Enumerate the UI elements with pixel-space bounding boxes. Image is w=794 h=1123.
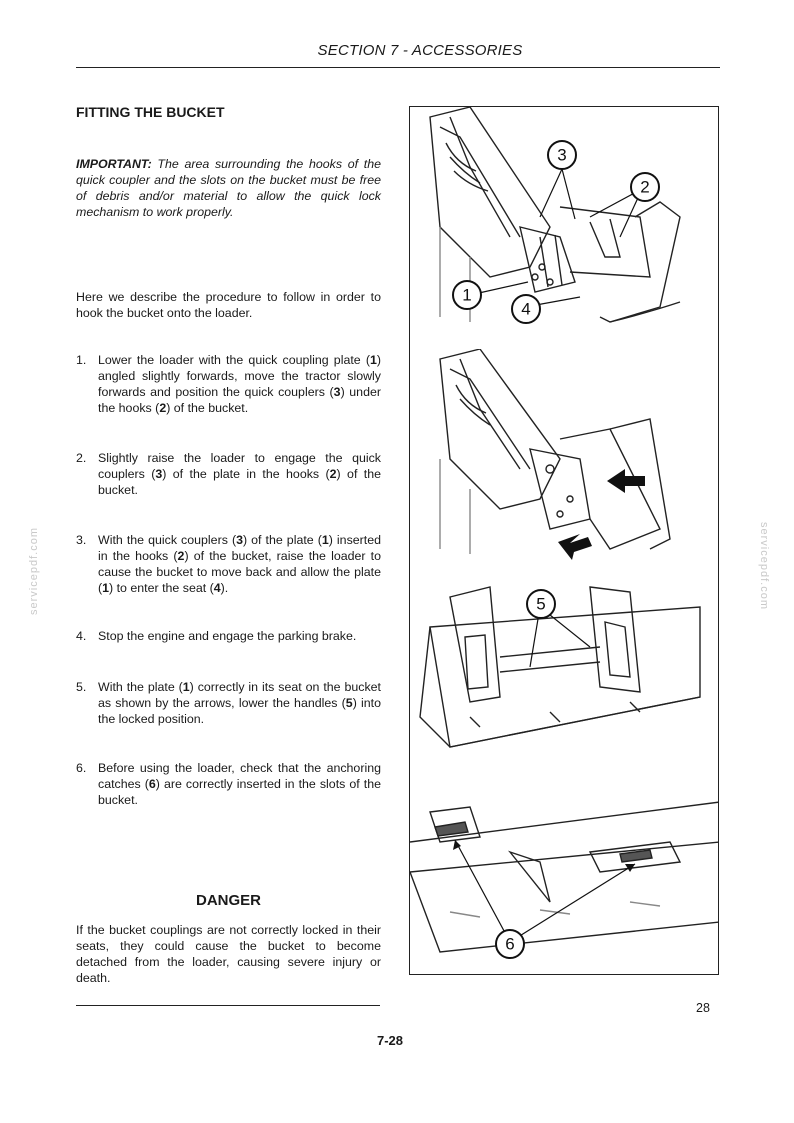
- watermark-right: servicepdf.com: [757, 522, 770, 610]
- svg-text:3: 3: [557, 145, 567, 165]
- important-note: [76, 156, 381, 220]
- svg-text:1: 1: [462, 285, 472, 305]
- item-reference: 6: [148, 777, 156, 791]
- item-reference: 2: [177, 549, 185, 563]
- step-text: [98, 760, 381, 808]
- step-text-fragment: Lower the loader with the quick coupling plate (: [98, 353, 370, 367]
- step-number: 2.: [76, 451, 87, 465]
- header-rule: [76, 67, 720, 68]
- figure-3-callout-5: [527, 590, 555, 618]
- figure-1-callout-3: [548, 141, 576, 169]
- figure-1-illustration: [410, 107, 719, 332]
- danger-heading: DANGER: [195, 892, 261, 909]
- intro-paragraph: Here we describe the procedure to follow in order to hook the bucket onto the loader.: [76, 290, 381, 320]
- step-text-fragment: ) are correctly inserted in the slots of the bucket.: [98, 777, 381, 807]
- step-number: 4.: [76, 629, 87, 643]
- item-reference: 1: [182, 680, 190, 694]
- figure-1-callout-1: [453, 281, 481, 309]
- step-text: [98, 450, 381, 498]
- step-text-fragment: ) into the locked position.: [98, 696, 381, 726]
- step-text-fragment: Before using the loader, check that the anchoring catches (: [98, 761, 381, 791]
- item-reference: 1: [102, 581, 110, 595]
- step-text-fragment: ) of the bucket, raise the loader to cause the bucket to move back and allow the plate (: [98, 549, 382, 595]
- step-number: 5.: [76, 680, 87, 694]
- step-text-fragment: ) inserted in the hooks (: [98, 533, 382, 563]
- svg-text:5: 5: [536, 594, 546, 614]
- item-reference: 3: [236, 533, 243, 547]
- svg-text:4: 4: [521, 299, 531, 319]
- important-label: IMPORTANT:: [76, 157, 152, 171]
- page-number: 28: [696, 1001, 710, 1015]
- step-text: [98, 679, 381, 727]
- step-text-fragment: ) under the hooks (: [98, 385, 381, 415]
- procedure-step: [76, 760, 381, 808]
- danger-text: If the bucket couplings are not correctly locked in their seats, they could cause the bucket to become detached from the loader, causing severe injury or death.: [76, 923, 381, 985]
- step-number: 6.: [76, 761, 87, 775]
- figure-1-callout-4: [512, 295, 540, 323]
- item-reference: 4: [213, 581, 221, 595]
- step-text: [98, 352, 381, 416]
- step-number: 3.: [76, 533, 87, 547]
- step-text-fragment: ) of the bucket.: [166, 401, 249, 415]
- step-text-fragment: ) angled slightly forwards, move the tractor slowly forwards and position the quick couplers (: [98, 353, 381, 399]
- section-heading: FITTING THE BUCKET: [76, 104, 225, 120]
- step-text-fragment: Stop the engine and engage the parking brake.: [98, 629, 357, 643]
- section-header-title: SECTION 7 - ACCESSORIES: [317, 42, 523, 59]
- step-text: [98, 628, 381, 644]
- step-text-fragment: ) to enter the seat (: [109, 581, 214, 595]
- important-text: The area surrounding the hooks of the quick coupler and the slots on the bucket must be free of debris and/or material to allow the quick lock mechanism to work properly.: [76, 157, 381, 219]
- figure-panel: [409, 106, 719, 975]
- step-number: 1.: [76, 353, 87, 367]
- watermark-left: servicepdf.com: [27, 527, 40, 615]
- figure-4-callout-6: [496, 930, 524, 958]
- step-text-fragment: ).: [220, 581, 229, 595]
- item-reference: 1: [321, 533, 329, 547]
- item-reference: 3: [155, 467, 163, 481]
- item-reference: 2: [329, 467, 337, 481]
- figure-4-illustration: [410, 792, 719, 975]
- section-page-number: 7-28: [377, 1033, 404, 1048]
- step-text-fragment: Slightly raise the loader to engage the quick couplers (: [98, 451, 381, 481]
- step-text-fragment: ) of the bucket.: [98, 467, 381, 497]
- step-text: [98, 532, 381, 596]
- item-reference: 1: [369, 353, 377, 367]
- step-text-fragment: With the quick couplers (: [98, 533, 237, 547]
- procedure-step: [76, 628, 381, 644]
- figure-3-illustration: [410, 577, 719, 777]
- svg-text:6: 6: [505, 934, 515, 954]
- item-reference: 3: [333, 385, 341, 399]
- procedure-step: [76, 679, 381, 727]
- procedure-step: [76, 352, 381, 416]
- figure-2-arrow-upper: [607, 469, 645, 493]
- procedure-step: [76, 450, 381, 498]
- step-text-fragment: ) of the plate (: [242, 533, 322, 547]
- procedure-step: [76, 532, 381, 596]
- step-text-fragment: ) correctly in its seat on the bucket as shown by the arrows, lower the handles (: [98, 680, 381, 710]
- figure-1-callout-2: [631, 173, 659, 201]
- item-reference: 2: [159, 401, 167, 415]
- svg-text:2: 2: [640, 177, 650, 197]
- figure-2-illustration: [410, 349, 719, 574]
- figure-2-arrow-lower: [558, 534, 592, 560]
- item-reference: 5: [345, 696, 353, 710]
- step-text-fragment: ) of the plate in the hooks (: [162, 467, 330, 481]
- step-text-fragment: With the plate (: [98, 680, 183, 694]
- footer-rule: [76, 1005, 380, 1006]
